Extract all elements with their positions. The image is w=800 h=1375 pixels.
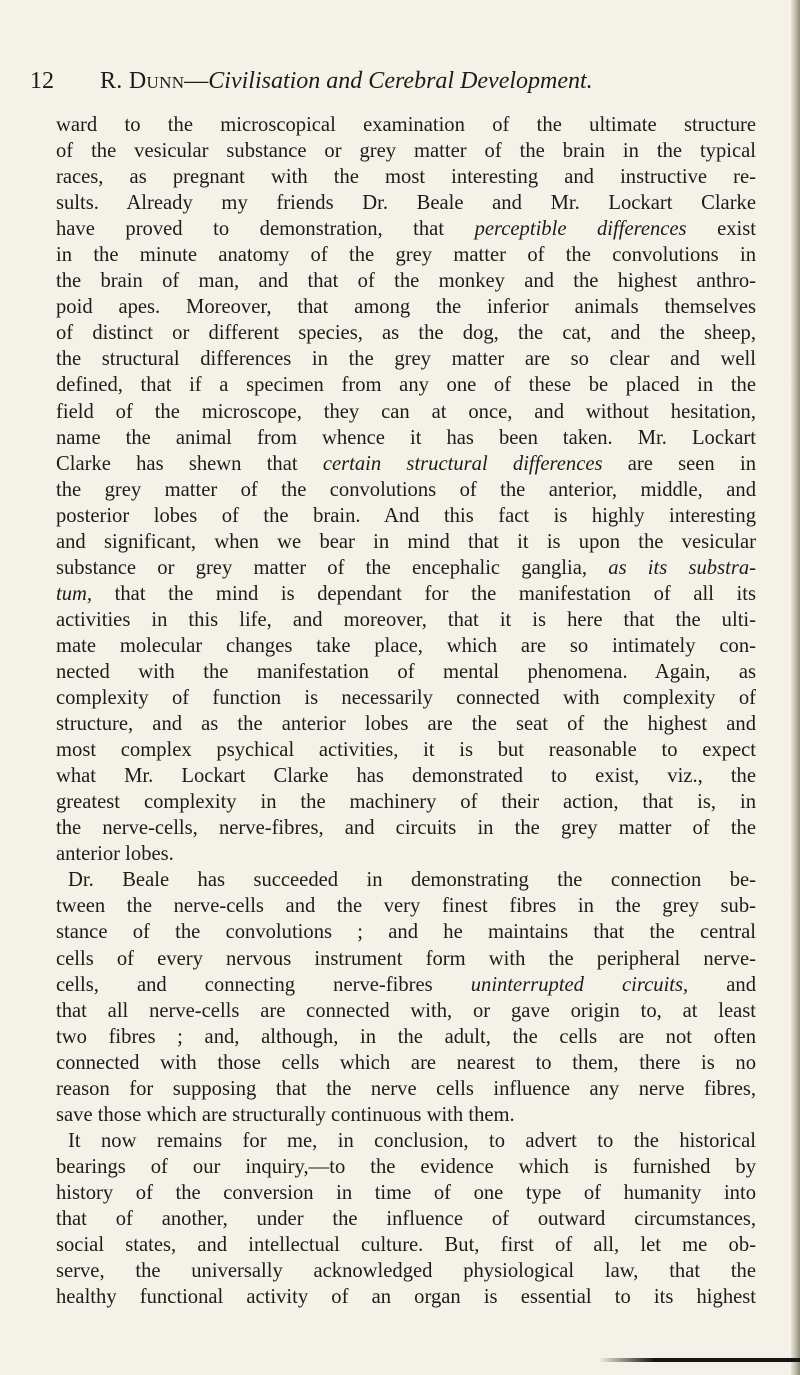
line-text: reason for supposing that the nerve cells influence any nerve fibres, — [56, 1077, 756, 1100]
line-text: anterior lobes. — [56, 843, 174, 866]
header-separator: — — [184, 68, 209, 94]
running-title — [100, 66, 593, 96]
text-line — [56, 998, 756, 1024]
line-text: Clarke has shewn that — [56, 452, 323, 475]
line-text: history of the conversion in time of one type of humanity into — [56, 1181, 756, 1204]
italic-phrase: certain structural differences — [322, 452, 603, 475]
line-text: what Mr. Lockart Clarke has demonstrated to exist, viz., the — [56, 765, 756, 788]
text-line — [56, 164, 756, 190]
text-line — [56, 1128, 756, 1154]
text-line — [56, 815, 756, 841]
text-line — [56, 581, 756, 607]
text-line — [56, 1180, 756, 1206]
italic-phrase: perceptible differences — [474, 218, 687, 241]
body-text — [56, 112, 756, 1310]
text-line — [56, 659, 756, 685]
line-text: defined, that if a specimen from any one of these be placed in the — [56, 374, 756, 397]
line-text: the grey matter of the convolutions of the anterior, middle, and — [56, 478, 756, 501]
line-text: and — [688, 973, 757, 996]
text-line — [56, 1050, 756, 1076]
text-line — [56, 711, 756, 737]
line-text: cells, and connecting nerve-fibres — [56, 973, 471, 996]
line-text: save those which are structurally continuous with them. — [56, 1103, 515, 1126]
text-line — [56, 789, 756, 815]
text-line — [56, 946, 756, 972]
text-line — [56, 1102, 756, 1128]
text-line — [56, 972, 756, 998]
line-text: of the vesicular substance or grey matter of the brain in the typical — [56, 140, 756, 163]
text-line — [56, 503, 756, 529]
text-line — [56, 1284, 756, 1310]
italic-phrase: tum, — [56, 582, 93, 605]
text-line — [56, 268, 756, 294]
text-line — [56, 893, 756, 919]
line-text: the structural differences in the grey matter are so clear and well — [56, 348, 756, 371]
text-line — [56, 1232, 756, 1258]
text-line — [56, 372, 756, 398]
line-text: ward to the microscopical examination of the ultimate structure — [56, 114, 756, 136]
line-text: sults. Already my friends Dr. Beale and Mr. Lockart Clarke — [56, 192, 756, 215]
text-line — [56, 399, 756, 425]
text-line — [56, 451, 756, 477]
running-header — [30, 66, 760, 100]
line-text: tween the nerve-cells and the very finest fibres in the grey sub- — [56, 895, 756, 918]
line-text: healthy functional activity of an organ is essential to its highest — [56, 1286, 756, 1309]
article-title: Civilisation and Cerebral Development. — [208, 68, 593, 94]
text-line — [56, 242, 756, 268]
line-text: are seen in — [602, 452, 756, 475]
text-line — [56, 607, 756, 633]
text-line — [56, 294, 756, 320]
line-text: that all nerve-cells are connected with, or gave origin to, at least — [56, 999, 756, 1022]
text-line — [56, 841, 756, 867]
text-line — [56, 190, 756, 216]
text-line — [56, 867, 756, 893]
line-text: most complex psychical activities, it is but reasonable to expect — [56, 739, 756, 762]
italic-phrase: uninterrupted circuits, — [470, 973, 689, 996]
line-text: name the animal from whence it has been taken. Mr. Lockart — [56, 426, 756, 449]
line-text: that the mind is dependant for the manifestation of all its — [92, 582, 756, 605]
text-line — [56, 1076, 756, 1102]
line-text: races, as pregnant with the most interesting and instructive re- — [56, 166, 756, 189]
line-text: bearings of our inquiry,—to the evidence which is furnished by — [56, 1155, 756, 1178]
line-text: two fibres ; and, although, in the adult, the cells are not often — [56, 1025, 756, 1048]
author-initial: R. — [100, 68, 123, 94]
page-number: 12 — [30, 68, 54, 94]
line-text: poid apes. Moreover, that among the inferior animals themselves — [56, 296, 756, 319]
text-line — [56, 477, 756, 503]
text-line — [56, 633, 756, 659]
text-line — [56, 216, 756, 242]
text-line — [56, 1154, 756, 1180]
page-edge-shadow — [791, 0, 800, 1375]
text-line — [56, 685, 756, 711]
line-text: activities in this life, and moreover, that it is here that the ulti- — [56, 608, 756, 631]
text-line — [56, 763, 756, 789]
bottom-edge-mark — [598, 1358, 800, 1362]
line-text: the brain of man, and that of the monkey and the highest anthro- — [56, 270, 756, 293]
text-line — [56, 1258, 756, 1284]
line-text: It now remains for me, in conclusion, to advert to the historical — [68, 1129, 756, 1152]
line-text: in the minute anatomy of the grey matter of the convolutions in — [56, 244, 756, 267]
italic-phrase: as its substra- — [608, 556, 756, 579]
line-text: stance of the convolutions ; and he maintains that the central — [56, 921, 756, 944]
line-text: and significant, when we bear in mind that it is upon the vesicular — [56, 530, 756, 553]
line-text: complexity of function is necessarily connected with complexity of — [56, 687, 756, 710]
text-line — [56, 138, 756, 164]
line-text: mate molecular changes take place, which are so intimately con- — [56, 634, 756, 657]
line-text: greatest complexity in the machinery of their action, that is, in — [56, 791, 756, 814]
text-line — [56, 112, 756, 138]
line-text: have proved to demonstration, that — [56, 218, 475, 241]
author-surname: Dunn — [128, 68, 185, 94]
text-line — [56, 320, 756, 346]
line-text: substance or grey matter of the encephalic ganglia, — [56, 556, 609, 579]
text-line — [56, 737, 756, 763]
line-text: field of the microscope, they can at once, and without hesitation, — [56, 400, 756, 423]
line-text: that of another, under the influence of outward circumstances, — [56, 1207, 756, 1230]
line-text: exist — [686, 218, 757, 241]
line-text: social states, and intellectual culture. But, first of all, let me ob- — [56, 1234, 756, 1257]
line-text: cells of every nervous instrument form with the peripheral nerve- — [56, 947, 756, 970]
line-text: nected with the manifestation of mental phenomena. Again, as — [56, 660, 756, 683]
line-text: connected with those cells which are nearest to them, there is no — [56, 1051, 756, 1074]
text-line — [56, 1206, 756, 1232]
text-line — [56, 919, 756, 945]
line-text: structure, and as the anterior lobes are the seat of the highest and — [56, 713, 756, 736]
line-text: posterior lobes of the brain. And this fact is highly interesting — [56, 504, 756, 527]
line-text: of distinct or different species, as the dog, the cat, and the sheep, — [56, 322, 756, 345]
text-line — [56, 529, 756, 555]
line-text: serve, the universally acknowledged physiological law, that the — [56, 1260, 756, 1283]
text-line — [56, 346, 756, 372]
line-text: Dr. Beale has succeeded in demonstrating the connection be- — [68, 869, 756, 892]
text-line — [56, 425, 756, 451]
text-line — [56, 555, 756, 581]
text-line — [56, 1024, 756, 1050]
author-name — [100, 68, 184, 94]
line-text: the nerve-cells, nerve-fibres, and circuits in the grey matter of the — [56, 817, 756, 840]
